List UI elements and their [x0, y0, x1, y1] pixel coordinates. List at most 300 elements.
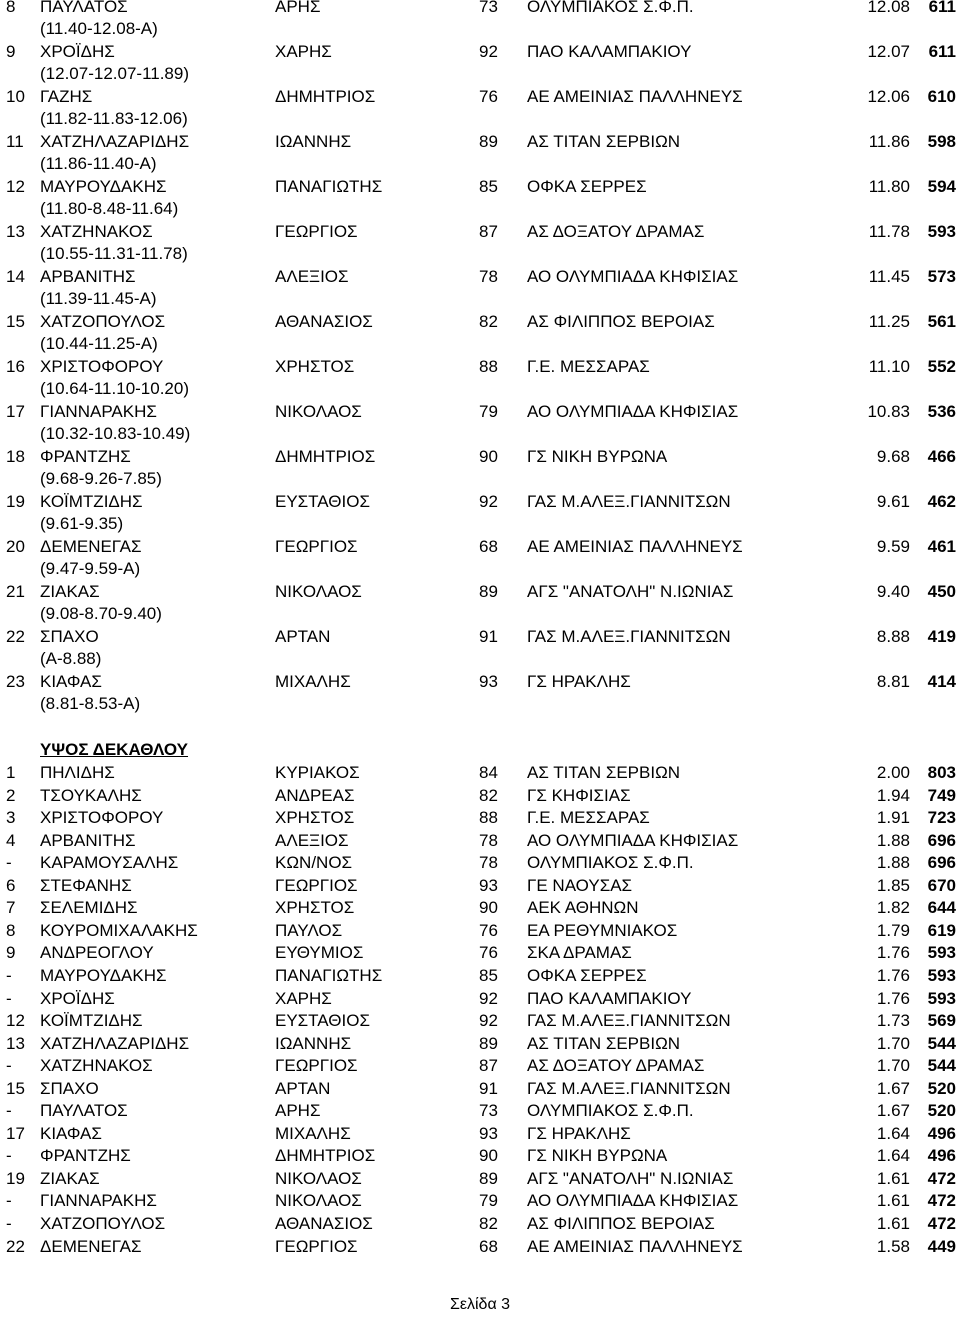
athlete-firstname: ΑΡΗΣ [275, 0, 321, 16]
athlete-firstname: ΚΥΡΙΑΚΟΣ [275, 763, 360, 782]
table-row [0, 446, 960, 468]
club-name: ΟΛΥΜΠΙΑΚΟΣ Σ.Φ.Π. [527, 1101, 694, 1121]
athlete-firstname: ΠΑΥΛΟΣ [275, 920, 343, 940]
club-name: ΟΦΚΑ ΣΕΡΡΕΣ [527, 177, 647, 196]
result-rank: 23 [6, 672, 25, 691]
table-row [0, 536, 960, 558]
club-name: ΕΑ ΡΕΘΥΜΝΙΑΚΟΣ [527, 920, 678, 940]
result-mark: 12.06 [867, 87, 910, 106]
athlete-firstname: ΧΑΡΗΣ [275, 988, 332, 1008]
attempt-series: (9.68-9.26-7.85) [40, 469, 162, 488]
result-points: 496 [927, 1123, 956, 1143]
athlete-firstname: ΜΙΧΑΛΗΣ [275, 1123, 351, 1143]
athlete-firstname: ΓΕΩΡΓΙΟΣ [275, 537, 358, 556]
athlete-surname: ΚΟΪΜΤΖΙΔΗΣ [40, 492, 143, 511]
result-points: 496 [927, 1146, 956, 1166]
table-row [0, 266, 960, 288]
result-points: 749 [927, 785, 956, 805]
athlete-firstname: ΝΙΚΟΛΑΟΣ [275, 402, 362, 421]
result-rank: 19 [6, 1168, 25, 1188]
table-row [0, 1078, 960, 1100]
table-row [0, 1168, 960, 1190]
athlete-firstname: ΚΩΝ/ΝΟΣ [275, 853, 353, 873]
attempt-series: (11.80-8.48-11.64) [40, 199, 179, 218]
club-name: ΑΣ ΔΟΞΑΤΟΥ ΔΡΑΜΑΣ [527, 1056, 705, 1076]
result-rank: 8 [6, 0, 16, 16]
result-rank: 10 [6, 87, 25, 106]
birth-year: 93 [479, 672, 498, 691]
birth-year: 92 [479, 1011, 498, 1031]
athlete-firstname: ΑΛΕΞΙΟΣ [275, 830, 349, 850]
athlete-firstname: ΑΘΑΝΑΣΙΟΣ [275, 1214, 373, 1233]
club-name: ΑΣ ΤΙΤΑΝ ΣΕΡΒΙΩΝ [527, 763, 681, 782]
table-row [0, 1100, 960, 1122]
result-rank: - [6, 1146, 12, 1166]
table-row [0, 41, 960, 63]
result-points: 472 [927, 1191, 956, 1211]
result-rank: 4 [6, 830, 16, 850]
club-name: Γ.Ε. ΜΕΣΣΑΡΑΣ [527, 808, 650, 828]
birth-year: 68 [479, 1236, 498, 1256]
club-name: ΣΚΑ ΔΡΑΜΑΣ [527, 943, 632, 963]
result-points: 472 [927, 1214, 956, 1233]
birth-year: 76 [479, 920, 498, 940]
result-rank: 8 [6, 920, 16, 940]
table-row [0, 1033, 960, 1055]
result-points: 644 [927, 898, 956, 918]
athlete-surname: ΓΙΑΝΝΑΡΑΚΗΣ [40, 1191, 157, 1211]
result-points: 696 [927, 830, 956, 850]
athlete-firstname: ΕΥΣΤΑΘΙΟΣ [275, 492, 370, 511]
table-row [0, 1145, 960, 1167]
club-name: ΓΕ ΝΑΟΥΣΑΣ [527, 875, 633, 895]
result-rank: 13 [6, 1033, 25, 1053]
table-row [0, 0, 960, 18]
athlete-surname: ΜΑΥΡΟΥΔΑΚΗΣ [40, 177, 167, 196]
birth-year: 93 [479, 1123, 498, 1143]
table-row [0, 1213, 960, 1235]
athlete-firstname: ΙΩΑΝΝΗΣ [275, 132, 352, 151]
club-name: ΟΛΥΜΠΙΑΚΟΣ Σ.Φ.Π. [527, 853, 694, 873]
result-points: 593 [927, 965, 956, 985]
attempt-series: (11.39-11.45-Α) [40, 289, 157, 308]
result-mark: 1.91 [876, 808, 910, 828]
birth-year: 89 [479, 582, 498, 601]
table-row [0, 762, 960, 784]
athlete-surname: ΑΡΒΑΝΙΤΗΣ [40, 267, 136, 286]
athlete-firstname: ΑΛΕΞΙΟΣ [275, 267, 349, 286]
result-rank: 12 [6, 177, 25, 196]
club-name: ΑΕ ΑΜΕΙΝΙΑΣ ΠΑΛΛΗΝΕΥΣ [527, 87, 743, 106]
athlete-surname: ΦΡΑΝΤΖΗΣ [40, 447, 131, 466]
table-row [0, 785, 960, 807]
club-name: ΓΑΣ Μ.ΑΛΕΞ.ΓΙΑΝΝΙΤΣΩΝ [527, 1011, 731, 1031]
birth-year: 89 [479, 132, 498, 151]
birth-year: 82 [479, 312, 498, 331]
result-mark: 1.76 [876, 943, 910, 963]
table-row [0, 897, 960, 919]
birth-year: 92 [479, 492, 498, 511]
birth-year: 85 [479, 177, 498, 196]
result-points: 552 [927, 357, 956, 376]
result-points: 544 [927, 1033, 956, 1053]
club-name: ΑΟ ΟΛΥΜΠΙΑΔΑ ΚΗΦΙΣΙΑΣ [527, 830, 739, 850]
table-row [0, 311, 960, 333]
result-mark: 1.64 [876, 1123, 910, 1143]
table-row [0, 988, 960, 1010]
result-points: 619 [927, 920, 956, 940]
athlete-surname: ΠΗΛΙΔΗΣ [40, 763, 115, 782]
result-mark: 11.10 [868, 357, 910, 376]
table-row [0, 942, 960, 964]
result-rank: 13 [6, 222, 25, 241]
table-row [0, 86, 960, 108]
club-name: ΓΣ ΝΙΚΗ ΒΥΡΩΝΑ [527, 1146, 668, 1166]
result-mark: 8.88 [876, 627, 910, 646]
athlete-surname: ΧΡΟΪΔΗΣ [40, 988, 115, 1008]
athlete-firstname: ΙΩΑΝΝΗΣ [275, 1033, 352, 1053]
result-mark: 1.88 [876, 853, 910, 873]
athlete-surname: ΚΟΪΜΤΖΙΔΗΣ [40, 1011, 143, 1031]
result-points: 450 [927, 582, 956, 601]
result-mark: 10.83 [867, 402, 910, 421]
birth-year: 76 [479, 87, 498, 106]
club-name: ΟΛΥΜΠΙΑΚΟΣ Σ.Φ.Π. [527, 0, 694, 16]
attempt-series: (10.44-11.25-Α) [40, 334, 158, 353]
athlete-surname: ΑΝΔΡΕΟΓΛΟΥ [40, 943, 154, 963]
result-points: 536 [927, 402, 956, 421]
result-rank: - [6, 1101, 12, 1121]
result-rank: 17 [6, 402, 25, 421]
result-rank: 14 [6, 267, 25, 286]
result-rank: 20 [6, 537, 25, 556]
athlete-surname: ΑΡΒΑΝΙΤΗΣ [40, 830, 136, 850]
athlete-surname: ΚΟΥΡΟΜΙΧΑΛΑΚΗΣ [40, 920, 198, 940]
result-mark: 11.25 [868, 312, 910, 331]
result-rank: 9 [6, 42, 16, 61]
club-name: ΑΓΣ "ΑΝΑΤΟΛΗ" Ν.ΙΩΝΙΑΣ [527, 1168, 734, 1188]
attempt-series: (10.32-10.83-10.49) [40, 424, 191, 443]
result-points: 611 [928, 0, 956, 16]
birth-year: 85 [479, 965, 498, 985]
club-name: ΓΑΣ Μ.ΑΛΕΞ.ΓΙΑΝΝΙΤΣΩΝ [527, 492, 731, 511]
result-points: 449 [927, 1236, 956, 1256]
result-mark: 9.61 [876, 492, 910, 511]
result-points: 520 [927, 1101, 956, 1121]
table-row [0, 581, 960, 603]
result-points: 611 [928, 42, 956, 61]
birth-year: 88 [479, 357, 498, 376]
result-mark: 1.85 [876, 875, 910, 895]
birth-year: 84 [479, 763, 498, 782]
result-rank: 9 [6, 943, 16, 963]
birth-year: 89 [479, 1168, 498, 1188]
result-rank: 22 [6, 1236, 25, 1256]
result-points: 803 [927, 763, 956, 782]
result-points: 723 [927, 808, 956, 828]
athlete-firstname: ΓΕΩΡΓΙΟΣ [275, 1056, 358, 1076]
result-mark: 1.61 [876, 1168, 910, 1188]
club-name: ΟΦΚΑ ΣΕΡΡΕΣ [527, 965, 647, 985]
result-mark: 1.76 [876, 988, 910, 1008]
result-mark: 9.68 [876, 447, 910, 466]
athlete-firstname: ΠΑΝΑΓΙΩΤΗΣ [275, 177, 383, 196]
result-mark: 9.59 [876, 537, 910, 556]
result-mark: 12.08 [867, 0, 910, 16]
birth-year: 78 [479, 267, 498, 286]
result-points: 610 [927, 87, 956, 106]
club-name: Γ.Ε. ΜΕΣΣΑΡΑΣ [527, 357, 650, 376]
attempt-series: (9.47-9.59-Α) [40, 559, 141, 578]
result-mark: 1.76 [876, 965, 910, 985]
athlete-firstname: ΔΗΜΗΤΡΙΟΣ [275, 87, 376, 106]
table-row [0, 671, 960, 693]
table-row [0, 965, 960, 987]
club-name: ΠΑΟ ΚΑΛΑΜΠΑΚΙΟΥ [527, 42, 692, 61]
result-mark: 1.73 [876, 1011, 910, 1031]
birth-year: 91 [479, 627, 498, 646]
result-mark: 11.78 [868, 222, 910, 241]
result-points: 593 [927, 943, 956, 963]
table-row [0, 401, 960, 423]
athlete-firstname: ΑΡΤΑΝ [275, 627, 331, 646]
table-row [0, 920, 960, 942]
club-name: ΑΓΣ "ΑΝΑΤΟΛΗ" Ν.ΙΩΝΙΑΣ [527, 582, 734, 601]
athlete-firstname: ΜΙΧΑΛΗΣ [275, 672, 351, 691]
birth-year: 88 [479, 808, 498, 828]
athlete-firstname: ΓΕΩΡΓΙΟΣ [275, 222, 358, 241]
page-number: Σελίδα 3 [449, 1296, 511, 1313]
result-mark: 1.64 [876, 1146, 910, 1166]
result-mark: 1.70 [876, 1056, 910, 1076]
result-points: 594 [927, 177, 956, 196]
result-rank: 2 [6, 785, 16, 805]
result-mark: 1.61 [876, 1214, 910, 1233]
athlete-surname: ΧΑΤΖΗΛΑΖΑΡΙΔΗΣ [40, 1033, 190, 1053]
athlete-firstname: ΓΕΩΡΓΙΟΣ [275, 1236, 358, 1256]
attempt-series: (11.82-11.83-12.06) [40, 109, 188, 128]
result-points: 461 [927, 537, 956, 556]
table-row [0, 221, 960, 243]
result-rank: 19 [6, 492, 25, 511]
birth-year: 76 [479, 943, 498, 963]
club-name: ΓΣ ΗΡΑΚΛΗΣ [527, 1123, 631, 1143]
athlete-firstname: ΧΡΗΣΤΟΣ [275, 898, 355, 918]
result-points: 544 [927, 1056, 956, 1076]
birth-year: 82 [479, 1214, 498, 1233]
athlete-surname: ΧΡΙΣΤΟΦΟΡΟΥ [40, 808, 164, 828]
result-rank: 22 [6, 627, 25, 646]
club-name: ΓΣ ΚΗΦΙΣΙΑΣ [527, 785, 631, 805]
club-name: ΑΣ ΦΙΛΙΠΠΟΣ ΒΕΡΟΙΑΣ [527, 1214, 715, 1233]
result-rank: 15 [6, 312, 25, 331]
club-name: ΑΕ ΑΜΕΙΝΙΑΣ ΠΑΛΛΗΝΕΥΣ [527, 537, 743, 556]
birth-year: 68 [479, 537, 498, 556]
result-points: 593 [927, 222, 956, 241]
result-rank: 17 [6, 1123, 25, 1143]
athlete-surname: ΣΠΑΧΟ [40, 1078, 99, 1098]
table-row [0, 1236, 960, 1258]
athlete-surname: ΧΑΤΖΟΠΟΥΛΟΣ [40, 1214, 166, 1233]
athlete-surname: ΠΑΥΛΑΤΟΣ [40, 0, 128, 16]
birth-year: 73 [479, 0, 498, 16]
birth-year: 92 [479, 42, 498, 61]
birth-year: 90 [479, 447, 498, 466]
attempt-series: (Α-8.88) [40, 649, 102, 668]
club-name: ΓΑΣ Μ.ΑΛΕΞ.ΓΙΑΝΝΙΤΣΩΝ [527, 627, 731, 646]
table-row [0, 852, 960, 874]
result-points: 593 [927, 988, 956, 1008]
athlete-firstname: ΑΝΔΡΕΑΣ [275, 785, 355, 805]
athlete-firstname: ΑΡΗΣ [275, 1101, 321, 1121]
attempt-series: (8.81-8.53-Α) [40, 694, 141, 713]
table-row [0, 176, 960, 198]
athlete-firstname: ΝΙΚΟΛΑΟΣ [275, 582, 362, 601]
result-rank: - [6, 965, 12, 985]
athlete-surname: ΧΡΙΣΤΟΦΟΡΟΥ [40, 357, 164, 376]
athlete-surname: ΚΙΑΦΑΣ [40, 1123, 102, 1143]
attempt-series: (10.55-11.31-11.78) [40, 244, 188, 263]
athlete-firstname: ΑΡΤΑΝ [275, 1078, 331, 1098]
club-name: ΑΕ ΑΜΕΙΝΙΑΣ ΠΑΛΛΗΝΕΥΣ [527, 1236, 743, 1256]
birth-year: 79 [479, 1191, 498, 1211]
result-mark: 1.67 [876, 1078, 910, 1098]
result-mark: 1.82 [876, 898, 910, 918]
result-mark: 11.45 [868, 267, 910, 286]
result-rank: 15 [6, 1078, 25, 1098]
athlete-surname: ΧΑΤΖΗΝΑΚΟΣ [40, 1056, 153, 1076]
table-row [0, 491, 960, 513]
result-rank: 1 [6, 763, 16, 782]
result-points: 569 [927, 1011, 956, 1031]
athlete-surname: ΖΙΑΚΑΣ [40, 582, 100, 601]
athlete-surname: ΣΠΑΧΟ [40, 627, 99, 646]
club-name: ΑΣ ΦΙΛΙΠΠΟΣ ΒΕΡΟΙΑΣ [527, 312, 715, 331]
result-points: 520 [927, 1078, 956, 1098]
table-row [0, 1190, 960, 1212]
table-row [0, 1010, 960, 1032]
athlete-firstname: ΕΥΘΥΜΙΟΣ [275, 943, 364, 963]
table-row [0, 1123, 960, 1145]
club-name: ΠΑΟ ΚΑΛΑΜΠΑΚΙΟΥ [527, 988, 692, 1008]
athlete-surname: ΔΕΜΕΝΕΓΑΣ [40, 537, 142, 556]
birth-year: 91 [479, 1078, 498, 1098]
athlete-surname: ΧΑΤΖΟΠΟΥΛΟΣ [40, 312, 166, 331]
result-rank: - [6, 988, 12, 1008]
birth-year: 82 [479, 785, 498, 805]
result-mark: 1.61 [876, 1191, 910, 1211]
result-mark: 1.58 [876, 1236, 910, 1256]
club-name: ΑΣ ΤΙΤΑΝ ΣΕΡΒΙΩΝ [527, 1033, 681, 1053]
birth-year: 73 [479, 1101, 498, 1121]
athlete-firstname: ΔΗΜΗΤΡΙΟΣ [275, 447, 376, 466]
result-rank: 11 [6, 132, 24, 151]
result-points: 472 [927, 1168, 956, 1188]
result-mark: 8.81 [876, 672, 910, 691]
athlete-surname: ΧΡΟΪΔΗΣ [40, 42, 115, 61]
result-rank: 16 [6, 357, 25, 376]
result-mark: 9.40 [876, 582, 910, 601]
result-points: 670 [927, 875, 956, 895]
result-points: 414 [927, 672, 956, 691]
result-mark: 1.70 [876, 1033, 910, 1053]
athlete-surname: ΓΑΖΗΣ [40, 87, 93, 106]
club-name: ΑΟ ΟΛΥΜΠΙΑΔΑ ΚΗΦΙΣΙΑΣ [527, 1191, 739, 1211]
athlete-surname: ΠΑΥΛΑΤΟΣ [40, 1101, 128, 1121]
result-points: 598 [927, 132, 956, 151]
athlete-firstname: ΔΗΜΗΤΡΙΟΣ [275, 1146, 376, 1166]
result-rank: - [6, 1214, 12, 1233]
attempt-series: (12.07-12.07-11.89) [40, 64, 190, 83]
result-rank: 21 [6, 582, 25, 601]
result-rank: 18 [6, 447, 25, 466]
result-mark: 12.07 [867, 42, 910, 61]
result-points: 419 [927, 627, 956, 646]
result-mark: 11.80 [868, 177, 910, 196]
result-mark: 1.88 [876, 830, 910, 850]
athlete-surname: ΤΣΟΥΚΑΛΗΣ [40, 785, 142, 805]
birth-year: 89 [479, 1033, 498, 1053]
birth-year: 78 [479, 830, 498, 850]
club-name: ΑΟ ΟΛΥΜΠΙΑΔΑ ΚΗΦΙΣΙΑΣ [527, 402, 739, 421]
athlete-firstname: ΧΑΡΗΣ [275, 42, 332, 61]
athlete-surname: ΚΙΑΦΑΣ [40, 672, 102, 691]
athlete-surname: ΧΑΤΖΗΛΑΖΑΡΙΔΗΣ [40, 132, 190, 151]
athlete-firstname: ΧΡΗΣΤΟΣ [275, 808, 355, 828]
birth-year: 79 [479, 402, 498, 421]
attempt-series: (9.08-8.70-9.40) [40, 604, 162, 623]
athlete-firstname: ΝΙΚΟΛΑΟΣ [275, 1191, 362, 1211]
athlete-surname: ΣΤΕΦΑΝΗΣ [40, 875, 132, 895]
table-row [0, 626, 960, 648]
result-rank: 3 [6, 808, 16, 828]
club-name: ΑΕΚ ΑΘΗΝΩΝ [527, 898, 639, 918]
athlete-firstname: ΕΥΣΤΑΘΙΟΣ [275, 1011, 370, 1031]
attempt-series: (9.61-9.35) [40, 514, 124, 533]
athlete-surname: ΣΕΛΕΜΙΔΗΣ [40, 898, 138, 918]
table-row [0, 356, 960, 378]
athlete-firstname: ΝΙΚΟΛΑΟΣ [275, 1168, 362, 1188]
birth-year: 90 [479, 898, 498, 918]
result-points: 466 [927, 447, 956, 466]
athlete-surname: ΓΙΑΝΝΑΡΑΚΗΣ [40, 402, 157, 421]
athlete-surname: ΖΙΑΚΑΣ [40, 1168, 100, 1188]
athlete-firstname: ΑΘΑΝΑΣΙΟΣ [275, 312, 373, 331]
high-jump-section-title: ΥΨΟΣ ΔΕΚΑΘΛΟΥ [40, 740, 189, 759]
result-points: 462 [927, 492, 956, 511]
athlete-firstname: ΓΕΩΡΓΙΟΣ [275, 875, 358, 895]
birth-year: 87 [479, 222, 498, 241]
birth-year: 93 [479, 875, 498, 895]
athlete-firstname: ΧΡΗΣΤΟΣ [275, 357, 355, 376]
athlete-surname: ΦΡΑΝΤΖΗΣ [40, 1146, 131, 1166]
result-rank: 12 [6, 1011, 25, 1031]
club-name: ΓΣ ΗΡΑΚΛΗΣ [527, 672, 631, 691]
birth-year: 87 [479, 1056, 498, 1076]
table-row [0, 1055, 960, 1077]
table-row [0, 875, 960, 897]
result-mark: 1.67 [876, 1101, 910, 1121]
result-rank: 6 [6, 875, 16, 895]
birth-year: 78 [479, 853, 498, 873]
result-rank: - [6, 1056, 12, 1076]
athlete-firstname: ΠΑΝΑΓΙΩΤΗΣ [275, 965, 383, 985]
result-mark: 1.79 [876, 920, 910, 940]
club-name: ΑΣ ΔΟΞΑΤΟΥ ΔΡΑΜΑΣ [527, 222, 705, 241]
athlete-surname: ΔΕΜΕΝΕΓΑΣ [40, 1236, 142, 1256]
athlete-surname: ΧΑΤΖΗΝΑΚΟΣ [40, 222, 153, 241]
club-name: ΑΟ ΟΛΥΜΠΙΑΔΑ ΚΗΦΙΣΙΑΣ [527, 267, 739, 286]
